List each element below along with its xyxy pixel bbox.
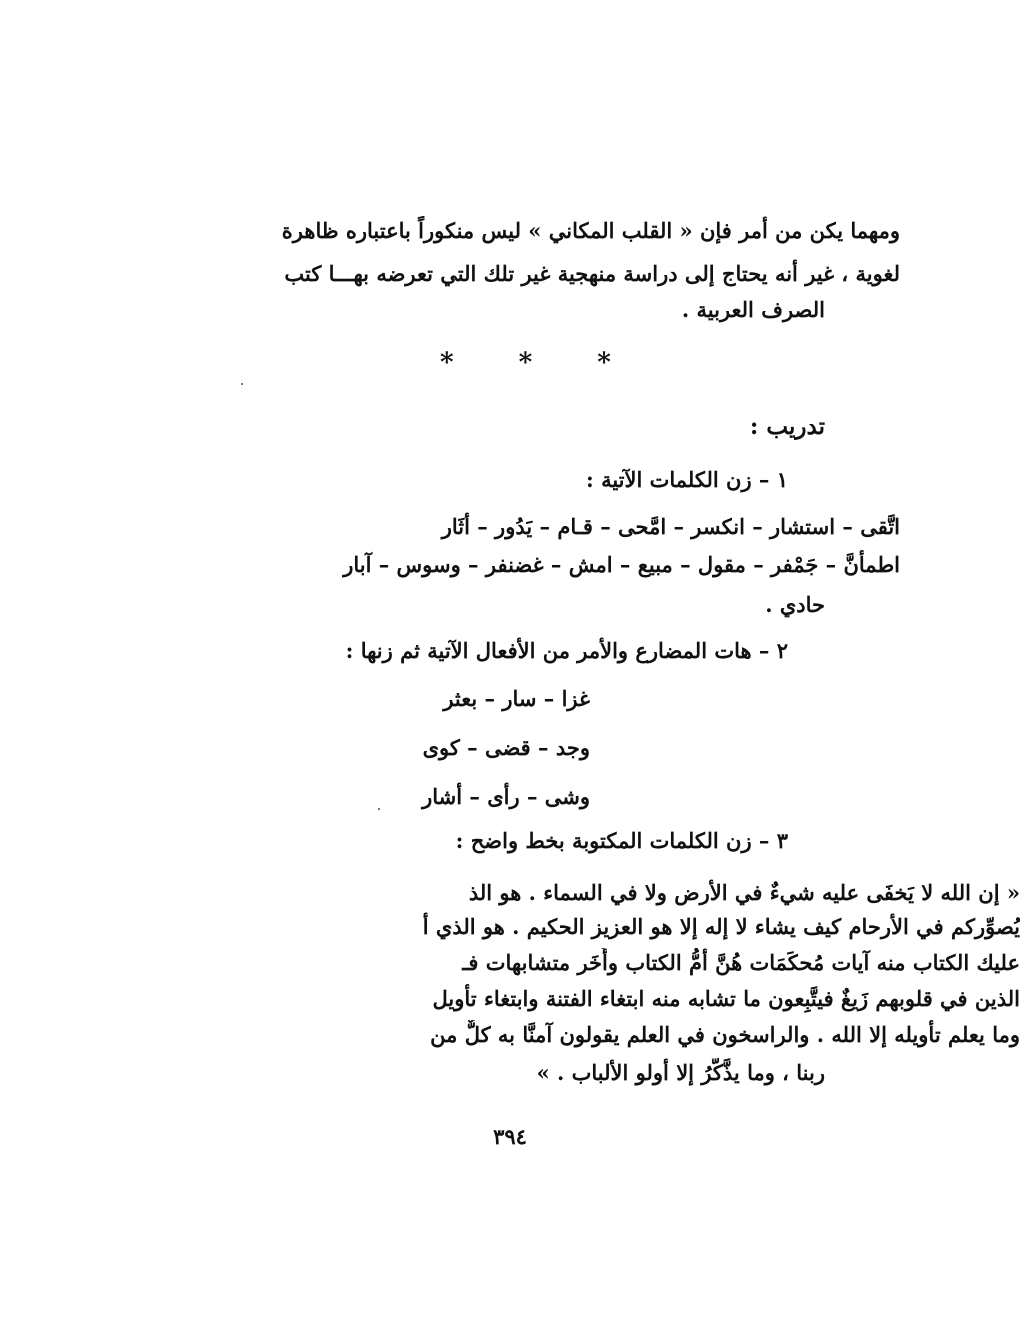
question-2-words: وجد – قضى – كوى — [422, 735, 590, 760]
question-2-words: غزا – سار – بعثر — [443, 686, 590, 711]
question-1-prompt: ١ – زن الكلمات الآتية : — [586, 467, 788, 492]
page-number: ٣٩٤ — [493, 1124, 527, 1149]
scan-speck — [378, 808, 380, 810]
question-1-words: اطمأنَّ – جَمْفر – مقول – مبيع – امش – غضنفر – وسوس – آبار — [343, 552, 900, 577]
paragraph-line: ومهما يكن من أمر فإن « القلب المكاني » ليس منكوراً باعتباره ظاهرة — [281, 218, 900, 243]
section-separator: * * * — [440, 348, 639, 378]
quote-line: وما يعلم تأويله إلا الله . والراسخون في العلم يقولون آمنَّا به كلٌّ من — [430, 1022, 1020, 1047]
quote-line: « إن الله لا يَخفَى عليه شيءٌ في الأرض ولا في السماء . هو الذ — [468, 880, 1020, 905]
exercise-heading: تدريب : — [749, 413, 825, 440]
quote-line: الذين في قلوبهم زَيغٌ فيتَّبِعون ما تشابه منه ابتغاء الفتنة وابتغاء تأويل — [432, 986, 1020, 1011]
question-3-prompt: ٣ – زن الكلمات المكتوبة بخط واضح : — [455, 828, 788, 853]
question-2-prompt: ٢ – هات المضارع والأمر من الأفعال الآتية ثم زنها : — [345, 638, 788, 663]
question-1-words: حادي . — [765, 592, 825, 617]
question-1-words: اتَّقى – استشار – انكسر – امَّحى – قـام – يَدُور – أثَار — [441, 514, 900, 539]
scan-speck — [241, 383, 243, 385]
paragraph-line: الصرف العربية . — [681, 297, 825, 322]
question-2-words: وشى – رأى – أشار — [422, 784, 590, 809]
paragraph-line: لغوية ، غير أنه يحتاج إلى دراسة منهجية غير تلك التي تعرضه بهـــا كتب — [284, 261, 900, 286]
quote-line: عليك الكتاب منه آيات مُحكَمَات هُنَّ أمُّ الكتاب وأُخَر متشابهات فـ — [462, 950, 1020, 975]
quote-line: يُصوِّركم في الأرحام كيف يشاء لا إله إلا هو العزيز الحكيم . هو الذي أ — [422, 914, 1020, 939]
quote-line: ربنا ، وما يذَّكَّرُ إلا أولو الألباب . » — [536, 1060, 825, 1085]
